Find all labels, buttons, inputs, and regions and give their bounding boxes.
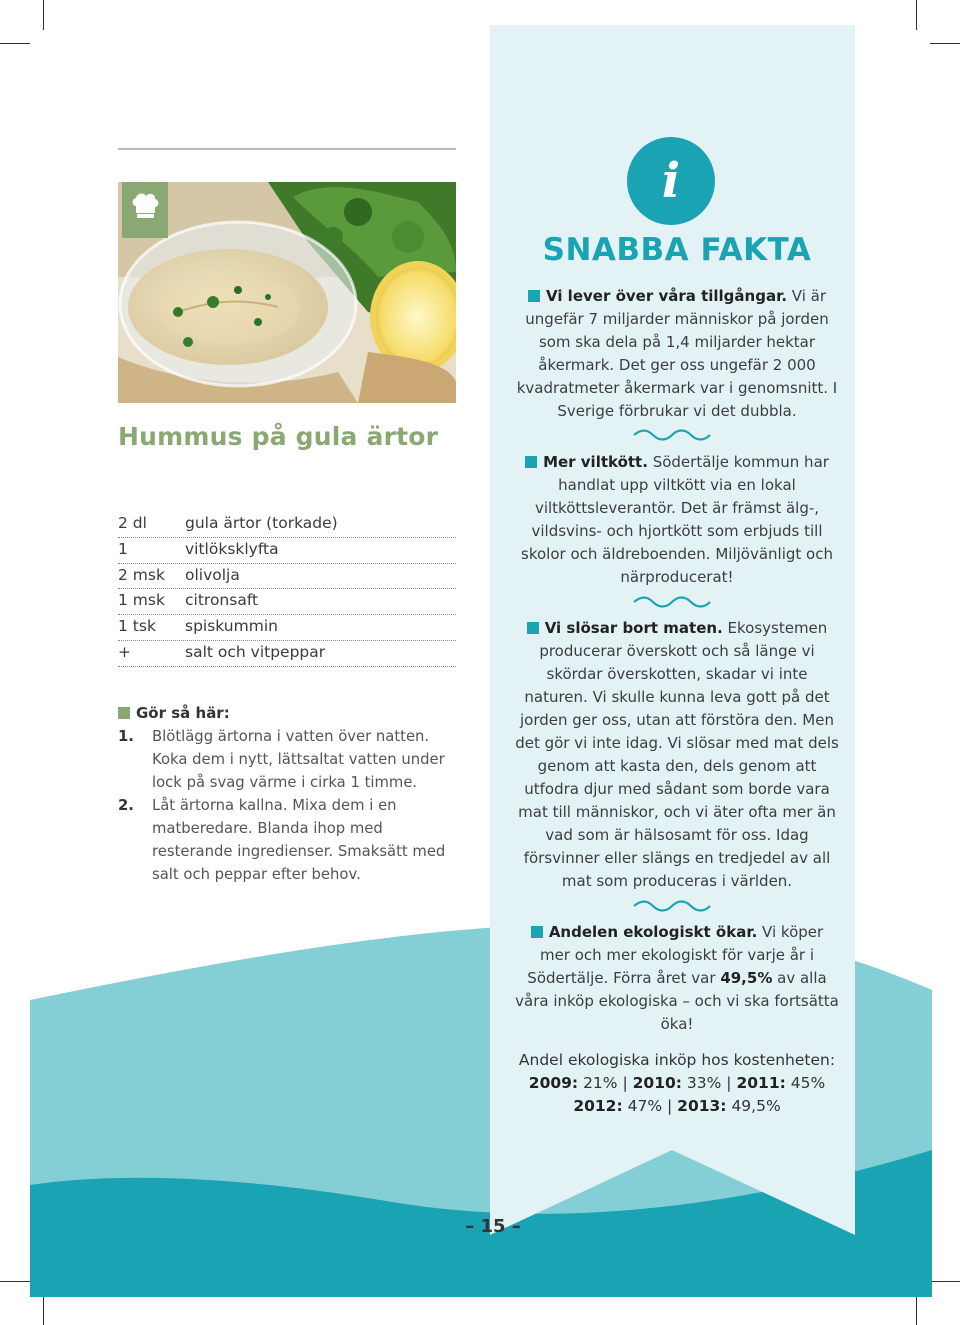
stat-value: 47%: [627, 1097, 663, 1115]
hummus-photo: [118, 182, 456, 403]
stat-year: 2012: [573, 1097, 617, 1115]
info-icon: [627, 137, 715, 225]
stat-value: 33%: [686, 1074, 722, 1092]
step-text: Låt ärtorna kallna. Mixa dem i en matberedare. Blanda ihop med resterande ingredienser. Smaksätt med salt och peppar efter behov.: [152, 797, 446, 883]
fact-text: Vi köper mer och mer ekologiskt för varje år i Södertälje. Förra året var: [527, 923, 824, 987]
fact-heading: Vi lever över våra tillgångar.: [545, 287, 788, 305]
stat-separator: :: [571, 1074, 579, 1092]
ingredient-amount: 2 msk: [118, 565, 165, 584]
instruction-step: [118, 794, 463, 886]
stat-year: 2009: [528, 1074, 572, 1092]
fact-item: [514, 451, 840, 589]
fact-highlight: 49,5%: [720, 969, 773, 987]
info-letter: i: [661, 153, 681, 209]
fact-item: [514, 285, 840, 423]
stat-year: 2013: [677, 1097, 721, 1115]
ingredient-name: olivolja: [185, 565, 240, 584]
fact-heading: Mer viltkött.: [543, 453, 648, 471]
instructions-heading: [118, 702, 463, 725]
square-bullet-icon: [527, 622, 539, 634]
eco-stats-line: [510, 1072, 844, 1095]
ingredient-name: salt och vitpeppar: [185, 642, 326, 661]
stat-separator: :: [779, 1074, 786, 1092]
step-text: Blötlägg ärtorna i vatten över natten. Koka dem i nytt, lättsaltat vatten under lock på svag värme i cirka 1 timme.: [152, 728, 445, 791]
stat-divider: |: [622, 1074, 628, 1092]
stat-year: 2010: [632, 1074, 676, 1092]
wave-divider-icon: [633, 899, 711, 913]
fact-text: Ekosystemen producerar överskott och så länge vi skördar överskotten, skadar vi inte naturen. Vi skulle kunna leva gott på det jorden ger oss, utan att förstöra den. Men det gör vi inte idag. Vi slösar med mat dels genom att kasta den, dels genom att utfodra djur med sådant som borde vara mat till människor, och vi äter ofta mer än vad som är hälsosamt för oss. Idag försvinner eller slängs en tredjedel av all mat som produceras i världen.: [515, 619, 839, 890]
ingredient-row: [118, 512, 456, 538]
stat-separator: :: [675, 1074, 682, 1092]
eco-stats-line: [510, 1095, 844, 1118]
top-rule: [118, 148, 456, 150]
stat-separator: :: [616, 1097, 623, 1115]
square-bullet-icon: [531, 926, 543, 938]
eco-caption: Andel ekologiska inköp hos kostenheten:: [518, 1051, 836, 1069]
eco-stats: [510, 1049, 844, 1118]
stat-separator: :: [720, 1097, 727, 1115]
ingredient-row: [118, 538, 456, 564]
square-bullet-icon: [118, 707, 130, 719]
fact-text: Södertälje kommun har handlat upp viltkött via en lokal viltköttsleverantör. Det är främst älg-, vildsvins- och hjortkött som erbjuds till skolor och äldreboenden. Miljövänligt och närproducerat!: [521, 453, 833, 586]
chef-hat-icon: [122, 182, 168, 238]
ingredient-name: gula ärtor (torkade): [185, 514, 338, 532]
ingredient-amount: 1: [118, 539, 128, 558]
stat-year: 2011: [736, 1074, 780, 1092]
ingredient-name: vitlöksklyfta: [185, 539, 279, 558]
square-bullet-icon: [525, 456, 537, 468]
instruction-step: [118, 725, 463, 794]
facts-title: SNABBA FAKTA: [542, 232, 812, 268]
ingredient-row: [118, 615, 456, 641]
fact-heading: Vi slösar bort maten.: [544, 619, 723, 637]
ingredient-amount: 1 msk: [118, 591, 165, 610]
stat-divider: |: [726, 1074, 732, 1092]
ingredient-list: [118, 512, 456, 667]
wave-divider-icon: [633, 428, 711, 442]
page-number: – 15 –: [465, 1216, 521, 1237]
instructions: [118, 702, 463, 886]
recipe-title: Hummus på gula ärtor: [118, 422, 439, 451]
step-number: 2.: [118, 797, 134, 814]
ingredient-amount: 1 tsk: [118, 617, 156, 636]
fact-item: [514, 921, 840, 1036]
fact-heading: Andelen ekologiskt ökar.: [548, 923, 758, 941]
stat-value: 45%: [790, 1074, 826, 1092]
square-bullet-icon: [528, 290, 540, 302]
stat-divider: |: [666, 1097, 673, 1115]
ingredient-amount: 2 dl: [118, 514, 147, 532]
ingredient-row: [118, 641, 456, 667]
wave-divider-icon: [633, 595, 711, 609]
ingredient-name: spiskummin: [185, 617, 278, 636]
stat-value: 21%: [583, 1074, 618, 1092]
fact-text: av alla våra inköp ekologiska – och vi ska fortsätta öka!: [515, 969, 839, 1033]
ingredient-row: [118, 564, 456, 590]
fact-item: [514, 617, 840, 893]
fact-text: Vi är ungefär 7 miljarder människor på jorden som ska dela på 1,4 miljarder hektar åkermark. Det ger oss ungefär 2 000 kvadratmeter åkermark var i genomsnitt. I Sverige förbrukar vi det dubbla.: [516, 287, 838, 420]
ingredient-amount: +: [118, 642, 131, 661]
stat-value: 49,5%: [731, 1097, 781, 1115]
ingredient-name: citronsaft: [185, 591, 259, 610]
instructions-heading-text: Gör så här:: [136, 704, 230, 722]
step-number: 1.: [118, 728, 134, 745]
ingredient-row: [118, 589, 456, 615]
